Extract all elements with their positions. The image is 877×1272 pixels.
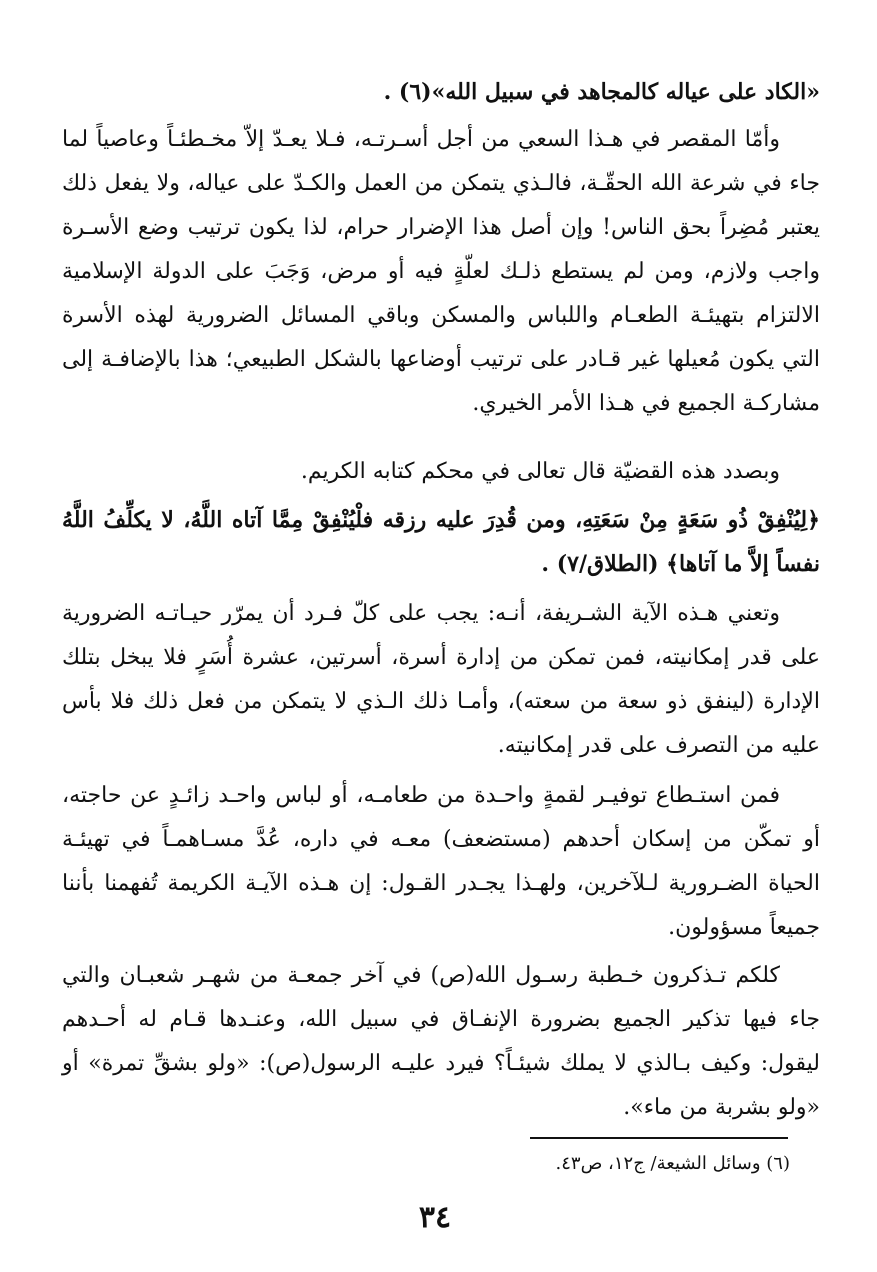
footnote: (٦) وسائل الشيعة/ ج١٢، ص٤٣.: [555, 1153, 790, 1174]
paragraph-verse-intro: وبصدد هذه القضيّة قال تعالى في محكم كتابه الكريم.: [300, 459, 780, 484]
paragraph-contribution: فمن استـطاع توفيـر لقمةٍ واحـدة من طعامـه، أو لباس واحـد زائـدٍ عن حاجته، أو تمكّن من إسكان أحدهم (مستضعف) معـه في داره، عُدَّ مسـاهمـاً في تهيئـة الحياة الضـرورية لـلآخرين، ولهـذا يجـدر القـول: إن هـذه الآيـة الكريمة تُفهمنا بأننا جميعاً مسؤولون.: [62, 783, 820, 940]
footnote-divider: [530, 1137, 788, 1139]
paragraph-sermon: كلكم تـذكرون خـطبة رسـول الله(ص) في آخر جمعـة من شهـر شعبـان والتي جاء فيها تذكير الجميع بضرورة الإنفـاق في سبيل الله، وعنـدها قـام له أحـدهم ليقول: وكيف بـالذي لا يملك شيئـاً؟ فيرد عليـه الرسول(ص): «ولو بشقِّ تمرة» أو «ولو بشربة من ماء».: [62, 963, 820, 1120]
page-number: ٣٤: [418, 1200, 452, 1235]
paragraph-verse-meaning: وتعني هـذه الآية الشـريفة، أنـه: يجب على كلّ فـرد أن يمرّر حيـاتـه الضرورية على قدر إمكانيته، فمن تمكن من إدارة أسرة، أسرتين، عشرة أُسَرٍ فلا يبخل بتلك الإدارة (لينفق ذو سعة من سعته)، وأمـا ذلك الـذي لا يتمكن من فعل ذلك فلا بأس عليه من التصرف على قدر إمكانيته.: [62, 601, 820, 758]
opening-quote-line: «الكاد على عياله كالمجاهد في سبيل الله»(٦) .: [383, 79, 820, 105]
paragraph-negligence: وأمّا المقصر في هـذا السعي من أجل أسـرتـه، فـلا يعـدّ إلاّ مخـطئـاً وعاصياً لما جاء في شرعة الله الحقّـة، فالـذي يتمكن من العمل والكـدّ على عياله، ولا يفعل ذلك يعتبر مُضِراً بحق الناس! وإن أصل هذا الإضرار حرام، لذا يكون ترتيب وضع الأسـرة واجب ولازم، ومن لم يستطع ذلـك لعلّةٍ فيه أو مرض، وَجَبَ على الدولة الإسلامية الالتزام بتهيئـة الطعـام واللباس والمسكن وباقي المسائل الضرورية لهذه الأسرة التي يكون مُعيلها غير قـادر على ترتيب أوضاعها بالشكل الطبيعي؛ هذا بالإضافـة إلى مشاركـة الجميع في هـذا الأمر الخيري.: [62, 127, 820, 416]
quranic-verse: ﴿لِيُنْفِقْ ذُو سَعَةٍ مِنْ سَعَتِهِ، ومن قُدِرَ عليه رزقه فلْيُنْفِقْ مِمَّا آتاه اللَّهُ، لا يكلِّفُ اللَّهُ نفساً إلاَّ ما آتاها﴾ (الطلاق/٧) .: [62, 507, 820, 577]
